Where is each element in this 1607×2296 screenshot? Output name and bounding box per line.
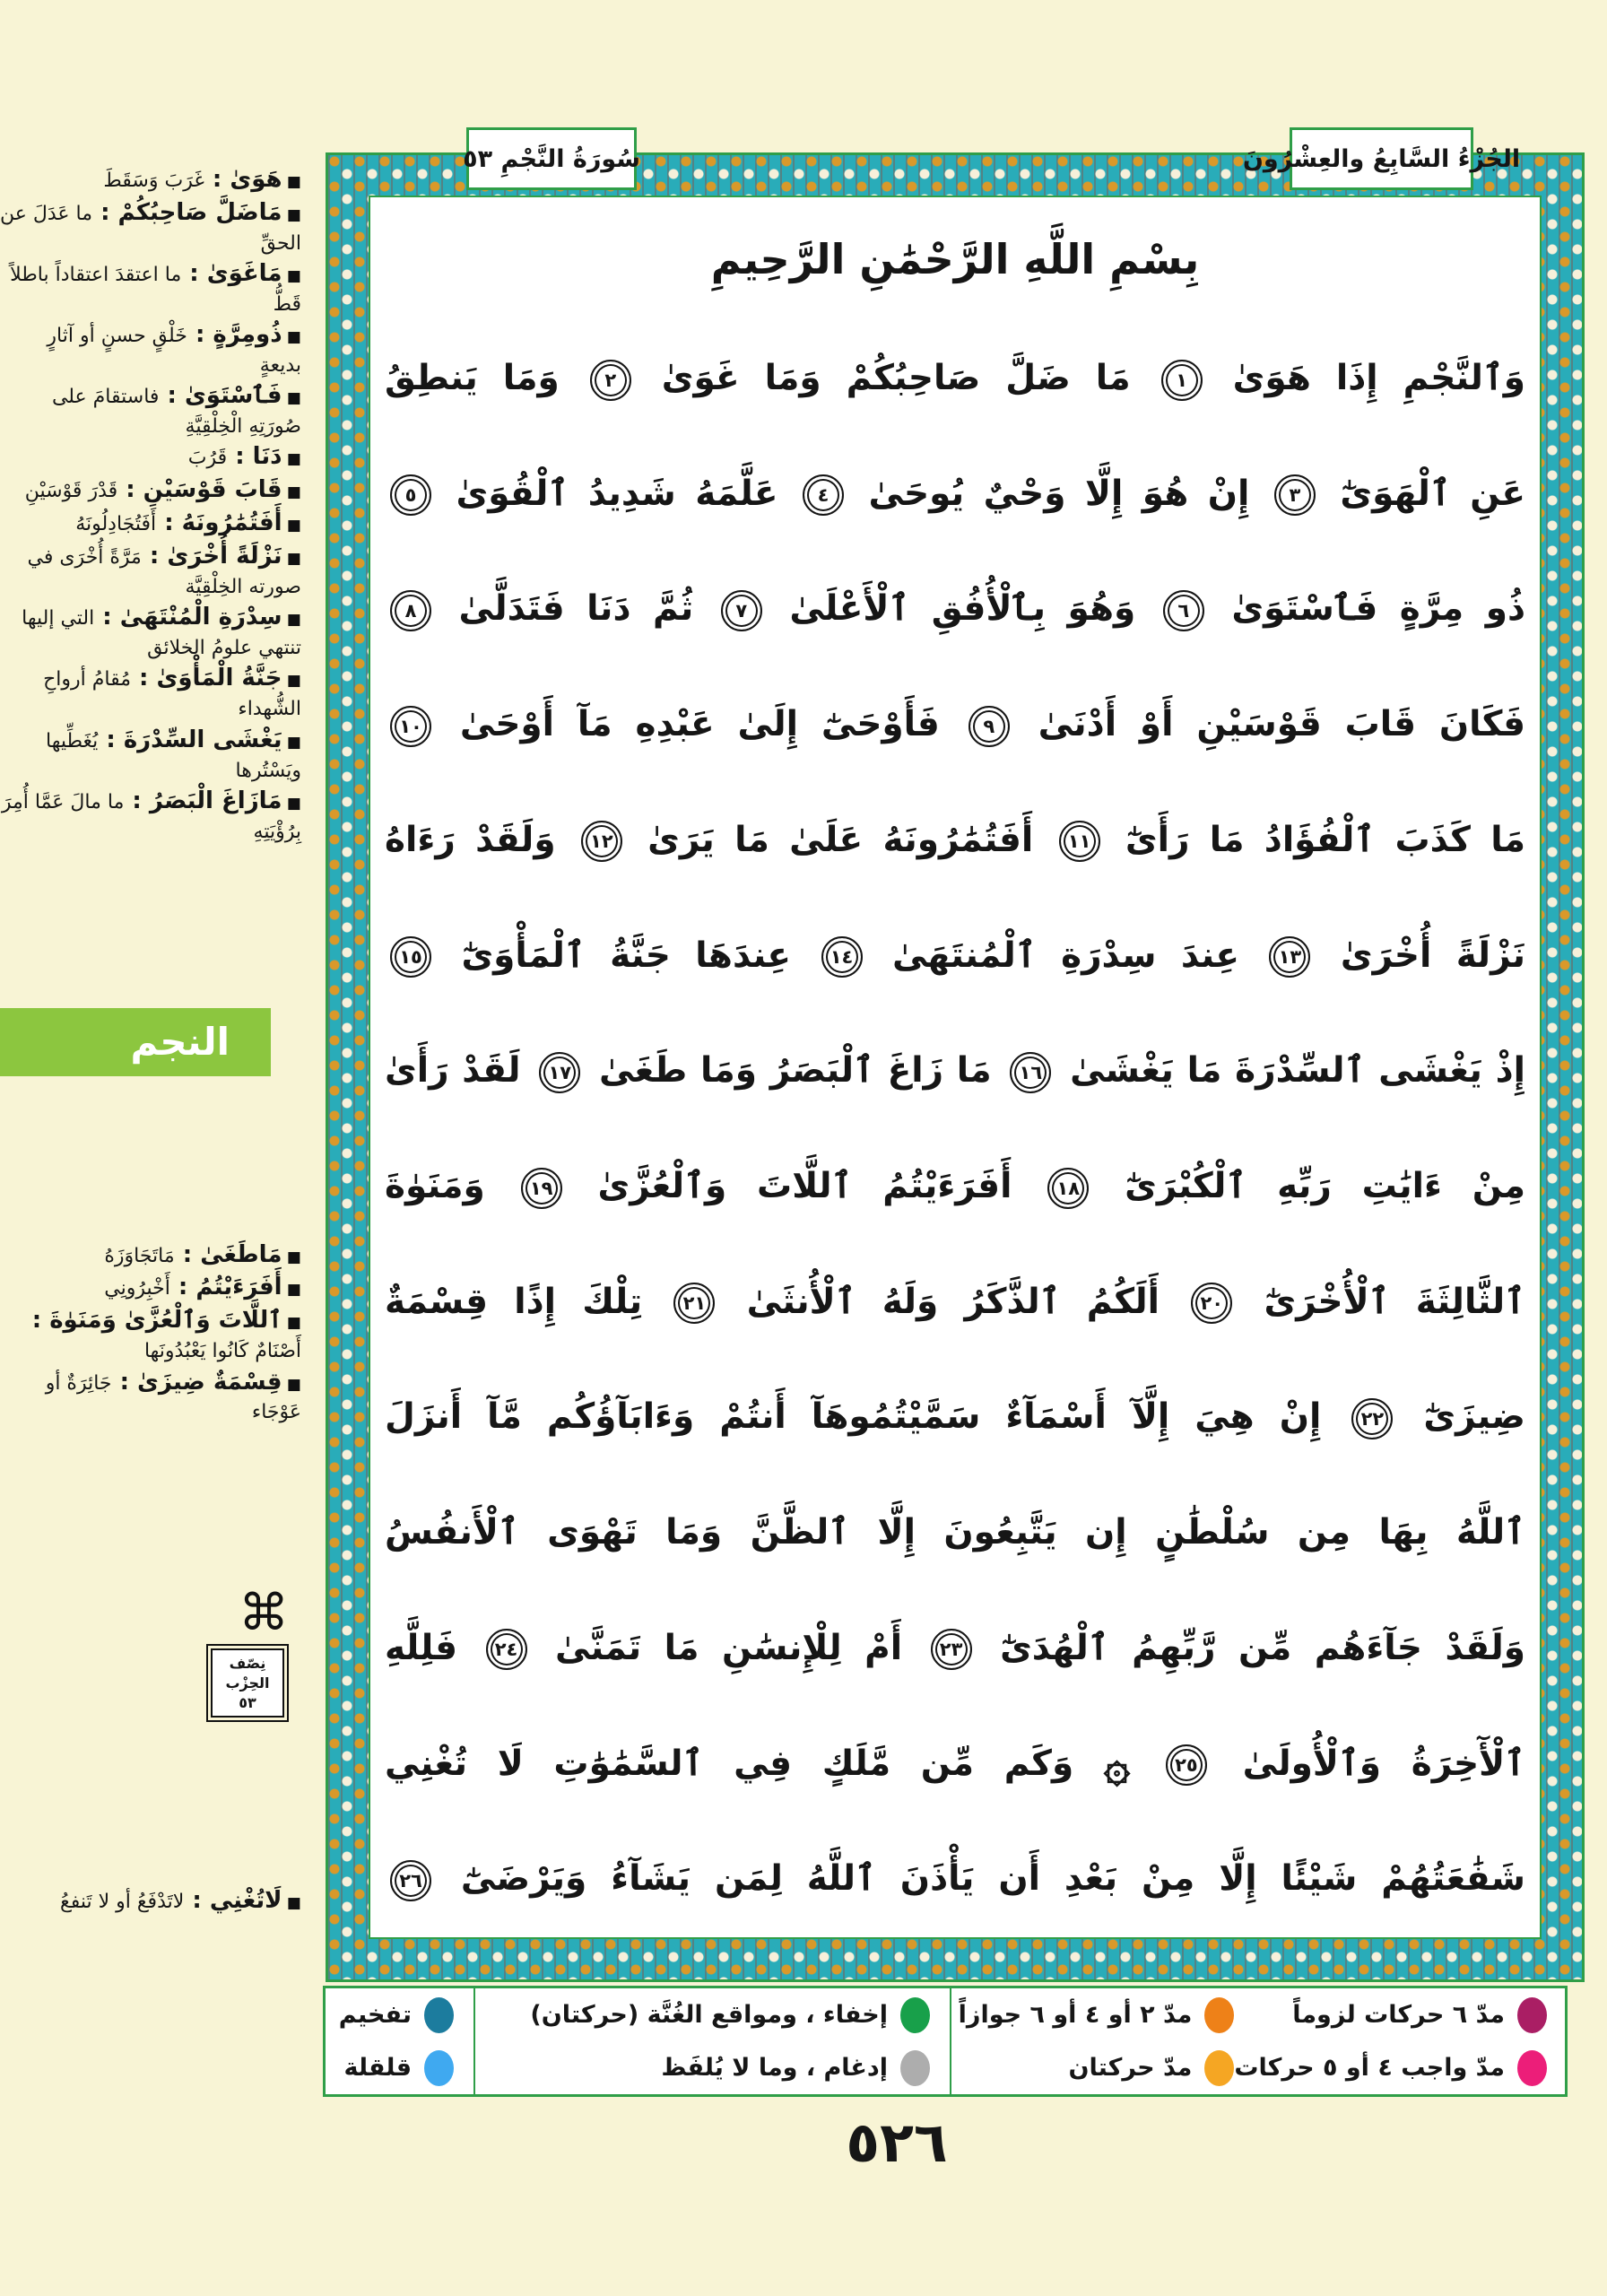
rub-el-hizb-star: ۞ (1103, 1739, 1131, 1792)
legend-color-dot (900, 2050, 930, 2086)
surah-title-label: سُورَةُ النَّجْمِ ٥٣ (463, 144, 640, 173)
margin-note (0, 1271, 305, 1304)
mushaf-line: ٱللَّهُ بِهَا مِن سُلْطَٰنٍ إِن يَتَّبِعُونَ إِلَّا ٱلظَّنَّ وَمَا تَهْوَى ٱلْأَنفُسُ (385, 1512, 1525, 1553)
mushaf-line: شَفَٰعَتُهُمْ شَيْئًا إِلَّا مِنْ بَعْدِ أَن يَأْذَنَ ٱللَّهُ لِمَن يَشَآءُ وَيَرْضَىٰٓ ٢٦ (385, 1822, 1525, 1937)
mushaf-line: إِذْ يَغْشَى ٱلسِّدْرَةَ مَا يَغْشَىٰ ١٦ مَا زَاغَ ٱلْبَصَرُ وَمَا طَغَىٰ ١٧ لَقَدْ رَأَىٰ (385, 1013, 1525, 1129)
legend-item (475, 2041, 950, 2094)
mushaf-line: ٱلثَّالِثَةَ ٱلْأُخْرَىٰٓ ٢٠ أَلَكُمُ ٱلذَّكَرُ وَلَهُ ٱلْأُنثَىٰ ٢١ تِلْكَ إِذًا قِسْمَةٌ (385, 1245, 1525, 1361)
ayah-number-badge: ٩ (969, 706, 1010, 747)
margin-note-term: مَازَاغَ الْبَصَرُ : (124, 787, 282, 814)
surah-tab-label: النجم (130, 1020, 230, 1065)
legend-item-label: مدّ ٢ أو ٤ أو ٦ جوازاً (958, 2001, 1193, 2029)
legend-column-ghunnah (473, 1988, 950, 2094)
margin-note (0, 1884, 305, 1918)
legend-color-dot (424, 1997, 454, 2033)
ayah-number-badge: ٢ (590, 360, 631, 401)
juz-title-box (1242, 127, 1521, 190)
mushaf-line: وَٱلنَّجْمِ إِذَا هَوَىٰ ١ مَا ضَلَّ صَاحِبُكُمْ وَمَا غَوَىٰ ٢ وَمَا يَنطِقُ (385, 321, 1525, 437)
margin-note-term: مَاغَوَىٰ : (181, 260, 282, 287)
margin-note-term: قِسْمَةٌ ضِيزَىٰ : (112, 1369, 282, 1396)
legend-item-label: إدغام ، وما لا يُلفَظ (661, 2054, 888, 2082)
margin-note-definition: التي إليها تنتهي علومُ الخلائق (22, 607, 301, 660)
legend-item (326, 2041, 473, 2094)
margin-note-definition: أَفَتُجَادِلُونَهُ (75, 513, 157, 536)
ayah-number-badge: ٢٣ (931, 1629, 972, 1670)
margin-note (0, 601, 305, 662)
ayah-number-badge: ٣ (1274, 474, 1316, 516)
margin-note (0, 474, 305, 507)
margin-note (0, 318, 305, 379)
mushaf-line: نَزْلَةً أُخْرَىٰ ١٣ عِندَ سِدْرَةِ ٱلْمُنتَهَىٰ ١٤ عِندَهَا جَنَّةُ ٱلْمَأْوَىٰٓ ١٥ (385, 899, 1525, 1014)
margin-note-term: مَاضَلَّ صَاحِبُكُمْ : (92, 199, 282, 226)
mushaf-line: ذُو مِرَّةٍ فَٱسْتَوَىٰ ٦ وَهُوَ بِٱلْأُفُقِ ٱلْأَعْلَىٰ ٧ ثُمَّ دَنَا فَتَدَلَّىٰ ٨ (385, 552, 1525, 667)
mushaf-text-area (369, 196, 1542, 1939)
ayah-number-badge: ٦ (1163, 590, 1204, 631)
margin-note-definition: جَائِرَةٌ أو عَوْجَاء (45, 1371, 301, 1424)
juz-title-label: الجُزْءُ السَّابِعُ والعِشْرُونَ (1242, 144, 1521, 173)
margin-note-definition: يُغَطِّيها ويَسْتُرها (46, 729, 301, 782)
ayah-number-badge: ٥ (390, 474, 431, 516)
mushaf-line: مِنْ ءَايَٰتِ رَبِّهِ ٱلْكُبْرَىٰٓ ١٨ أَفَرَءَيْتُمُ ٱللَّاتَ وَٱلْعُزَّىٰ ١٩ وَمَنَوٰةَ (385, 1129, 1525, 1245)
margin-note-definition: قَرُبَ (187, 447, 228, 470)
margin-note-definition: مَرَّةً أُخْرَى في صورته الخِلْقِيَّة (27, 546, 301, 599)
margin-note (0, 163, 305, 196)
ayah-number-badge: ٤ (803, 474, 844, 516)
margin-note-term: مَاطَغَىٰ : (175, 1241, 282, 1268)
legend-item-label: قلقلة (343, 2054, 412, 2082)
ayah-number-badge: ١٩ (521, 1168, 562, 1209)
margin-note (0, 1304, 305, 1365)
ayah-number-badge: ٢٥ (1166, 1744, 1207, 1786)
mushaf-line: عَنِ ٱلْهَوَىٰٓ ٣ إِنْ هُوَ إِلَّا وَحْيٌ يُوحَىٰ ٤ عَلَّمَهُ شَدِيدُ ٱلْقُوَىٰ ٥ (385, 437, 1525, 552)
basmala-line: بِسْمِ اللَّهِ الرَّحْمَٰنِ الرَّحِيمِ (710, 235, 1200, 283)
legend-item (475, 1988, 950, 2041)
margin-note-term: يَغْشَى السِّدْرَةَ : (98, 726, 282, 753)
half-hizb-line1: نِصّف (229, 1655, 266, 1673)
hizb-marker (0, 1584, 305, 1722)
margin-note-term: نَزْلَةً أُخْرَىٰ : (142, 543, 282, 570)
half-hizb-box (211, 1648, 284, 1718)
legend-item (959, 2041, 1235, 2094)
mushaf-line: ضِيزَىٰٓ ٢٢ إِنْ هِيَ إِلَّآ أَسْمَآءٌ سَمَّيْتُمُوهَآ أَنتُمْ وَءَابَآؤُكُم مَّآ أَنزَلَ (385, 1360, 1525, 1475)
mushaf-line: ٱلْأٓخِرَةُ وَٱلْأُولَىٰ ٢٥ ۞ وَكَم مِّن مَّلَكٍ فِي ٱلسَّمَٰوَٰتِ لَا تُغْنِي (385, 1739, 1525, 1792)
surah-tab (0, 1008, 271, 1076)
margin-note-definition: غَرَبَ وَسَقَطَ (103, 170, 204, 192)
legend-item (1234, 2041, 1547, 2094)
ayah-number-badge: ١٢ (581, 821, 622, 862)
ayah-number-badge: ١٦ (1010, 1052, 1051, 1093)
margin-note (0, 1366, 305, 1427)
ayah-number-badge: ١٨ (1047, 1168, 1089, 1209)
ayah-number-badge: ١١ (1059, 821, 1100, 862)
margin-note-definition: قَدْرَ قَوْسَيْنِ (24, 480, 118, 503)
mushaf-line: مَا كَذَبَ ٱلْفُؤَادُ مَا رَأَىٰٓ ١١ أَفَتُمَٰرُونَهُ عَلَىٰ مَا يَرَىٰ ١٢ وَلَقَدْ رَءَاهُ (385, 783, 1525, 899)
mushaf-line: وَلَقَدْ جَآءَهُم مِّن رَّبِّهِمُ ٱلْهُدَىٰٓ ٢٣ أَمْ لِلْإِنسَٰنِ مَا تَمَنَّىٰ ٢٤ فَلِلَّهِ (385, 1591, 1525, 1707)
margin-note (0, 507, 305, 540)
margin-note (0, 379, 305, 440)
ayah-number-badge: ١٠ (390, 706, 431, 747)
ayah-number-badge: ١٣ (1269, 936, 1310, 978)
margin-note (0, 440, 305, 474)
margin-note-definition: أَخْبِرُونِي (104, 1277, 170, 1300)
margin-note-term: لَاتُغْنِي : (184, 1887, 282, 1914)
legend-color-dot (1204, 2050, 1234, 2086)
legend-color-dot (900, 1997, 930, 2033)
page-number: ٥٢٦ (846, 2109, 948, 2175)
margin-notes-group-a (0, 163, 305, 846)
legend-item-label: مدّ واجب ٤ أو ٥ حركات (1234, 2054, 1505, 2082)
margin-note-definition: فاستقامَ على صُورَتِهِ الْخِلْقِيَّةِ (51, 386, 301, 439)
legend-column-tafkheem (326, 1988, 473, 2094)
ayah-number-badge: ٢٦ (390, 1860, 431, 1901)
hizb-knot-ornament: ⌘ (239, 1584, 289, 1643)
ayah-number-badge: ١٥ (390, 936, 431, 978)
legend-column-madd (950, 1988, 1565, 2094)
legend-item (326, 1988, 473, 2041)
margin-note (0, 540, 305, 601)
legend-color-dot (1204, 1997, 1234, 2033)
surah-title-box (463, 127, 640, 190)
legend-item-label: إخفاء ، ومواقع الغُنَّة (حركتان) (530, 2001, 888, 2029)
legend-item-label: مدّ ٦ حركات لزوماً (1292, 2001, 1505, 2029)
margin-notes-column (0, 163, 305, 1918)
margin-note (0, 1239, 305, 1272)
ayah-number-badge: ٧ (721, 590, 762, 631)
margin-note-definition: أَصْنَامٌ كَانُوا يَعْبُدُونَها (143, 1340, 301, 1363)
ayah-number-badge: ٨ (390, 590, 431, 631)
margin-note-term: هَوَىٰ : (204, 166, 282, 193)
legend-color-dot (1517, 1997, 1547, 2033)
margin-note-definition: خَلْقٍ حسنٍ أو آثارٍ بديعةٍ (47, 325, 301, 378)
margin-note (0, 662, 305, 723)
half-hizb-number: ٥٣ (239, 1693, 256, 1711)
margin-note-definition: لاتَدْفَعُ أو لا تَنفعُ (59, 1891, 185, 1914)
margin-notes-group-b (0, 1239, 305, 1427)
margin-note-term: دَنَا : (227, 443, 282, 470)
mushaf-line: فَكَانَ قَابَ قَوْسَيْنِ أَوْ أَدْنَىٰ ٩ فَأَوْحَىٰٓ إِلَىٰ عَبْدِهِ مَآ أَوْحَىٰ ١٠ (385, 667, 1525, 783)
margin-note-term: ذُومِرَّةٍ : (187, 321, 282, 348)
ayah-number-badge: ١٧ (539, 1052, 580, 1093)
margin-note (0, 785, 305, 846)
margin-note-definition: ما اعتقدَ اعتقاداً باطلاً قَطُّ (10, 264, 301, 316)
margin-note-term: قَابَ قَوْسَيْنِ : (117, 476, 282, 503)
ayah-number-badge: ٢٠ (1191, 1283, 1232, 1324)
ayah-number-badge: ٢١ (673, 1283, 715, 1324)
half-hizb-line2: الحِزْب (225, 1674, 270, 1692)
legend-item (1234, 1988, 1547, 2041)
ayah-number-badge: ٢٤ (486, 1629, 527, 1670)
margin-notes-group-c (0, 1884, 305, 1918)
margin-note-term: جَنَّةُ الْمَأْوَىٰ : (131, 665, 282, 691)
legend-color-dot (424, 2050, 454, 2086)
legend-color-dot (1517, 2050, 1547, 2086)
margin-note-definition: ما عَدَلَ عن الحقِّ (0, 202, 301, 255)
ayah-number-badge: ١ (1161, 360, 1203, 401)
legend-item-label: تفخيم (338, 2001, 412, 2029)
ayah-number-badge: ١٤ (821, 936, 863, 978)
margin-note-definition: مَاتَجَاوَزَهُ (104, 1244, 175, 1267)
margin-note-term: سِدْرَةِ الْمُنْتَهَىٰ : (94, 604, 282, 631)
ayah-number-badge: ٢٢ (1351, 1398, 1393, 1439)
margin-note-term: أَفَتُمَٰرُونَهُ : (156, 509, 282, 536)
margin-note (0, 196, 305, 257)
margin-note-term: فَٱسْتَوَىٰ : (159, 382, 282, 409)
margin-note-definition: ما مالَ عَمَّا أُمِرَ بِرُؤْيَتِهِ (1, 790, 301, 843)
margin-note-definition: مُقامُ أرواحِ الشُّهداء (43, 668, 301, 721)
margin-note-term: ٱللَّاتَ وَٱلْعُزَّىٰ وَمَنَوٰةَ : (32, 1307, 282, 1334)
margin-note (0, 724, 305, 785)
margin-note-term: أَفَرَءَيْتُمُ : (170, 1274, 282, 1300)
margin-note (0, 257, 305, 318)
verse-lines (370, 321, 1540, 1937)
tajweed-legend (323, 1986, 1568, 2097)
legend-item (959, 1988, 1235, 2041)
legend-item-label: مدّ حركتان (1068, 2054, 1193, 2082)
